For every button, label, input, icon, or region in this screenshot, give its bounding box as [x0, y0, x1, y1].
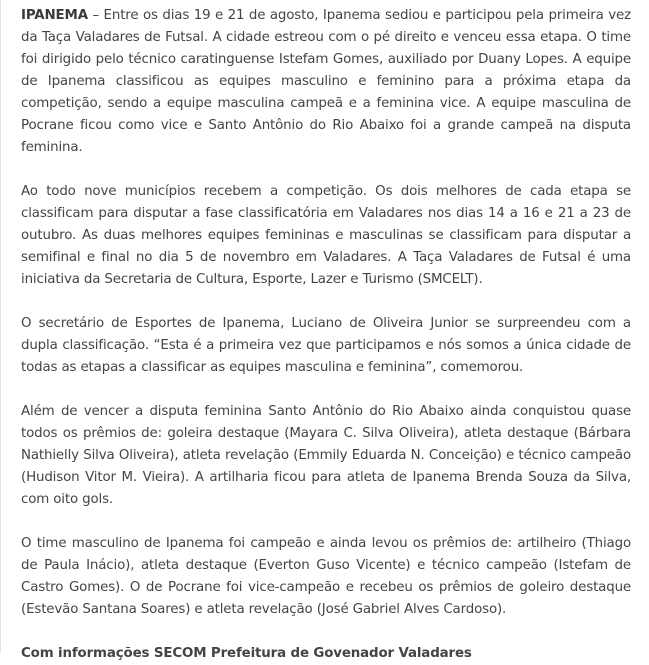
paragraph-3: O secretário de Esportes de Ipanema, Luciano de Oliveira Junior se surpreendeu com a dupla classificação. “Esta é a primeira vez que participamos e nós somos a única cidade de todas as etapas a classificar as equipes masculina e feminina”, comemorou. [21, 316, 631, 375]
left-border [0, 0, 1, 652]
lead-city-name: IPANEMA [21, 8, 88, 23]
paragraph-5: O time masculino de Ipanema foi campeão e ainda levou os prêmios de: artilheiro (Thiago de Paula Inácio), atleta destaque (Everton Guso Vicente) e técnico campeão (Istefam de Castro Gomes). O de Pocrane foi vice-campeão e recebeu os prêmios de goleiro destaque (Estevão Santana Soares) e atleta revelação (José Gabriel Alves Cardoso). [21, 536, 631, 617]
paragraph-1 [21, 5, 631, 159]
source-credit: Com informações SECOM Prefeitura de Govenador Valadares [21, 646, 472, 661]
paragraph-2: Ao todo nove municípios recebem a competição. Os dois melhores de cada etapa se classificam para disputar a fase classificatória em Valadares nos dias 14 a 16 e 21 a 23 de outubro. As duas melhores equipes femininas e masculinas se classificam para disputar a semifinal e final no dia 5 de novembro em Valadares. A Taça Valadares de Futsal é uma iniciativa da Secretaria de Cultura, Esporte, Lazer e Turismo (SMCELT). [21, 184, 631, 287]
article-body [21, 5, 631, 665]
paragraph-1-text: – Entre os dias 19 e 21 de agosto, Ipanema sediou e participou pela primeira vez da Taça Valadares de Futsal. A cidade estreou com o pé direito e venceu essa etapa. O time foi dirigido pelo técnico caratinguense Istefam Gomes, auxiliado por Duany Lopes. A equipe de Ipanema classificou as equipes masculino e feminino para a próxima etapa da competição, sendo a equipe masculina campeã e a feminina vice. A equipe masculina de Pocrane ficou como vice e Santo Antônio do Rio Abaixo foi a grande campeã na disputa feminina. [21, 8, 631, 155]
paragraph-4: Além de vencer a disputa feminina Santo Antônio do Rio Abaixo ainda conquistou quase todos os prêmios de: goleira destaque (Mayara C. Silva Oliveira), atleta destaque (Bárbara Nathielly Silva Oliveira), atleta revelação (Emmily Eduarda N. Conceição) e técnico campeão (Hudison Vitor M. Vieira). A artilharia ficou para atleta de Ipanema Brenda Souza da Silva, com oito gols. [21, 404, 631, 507]
